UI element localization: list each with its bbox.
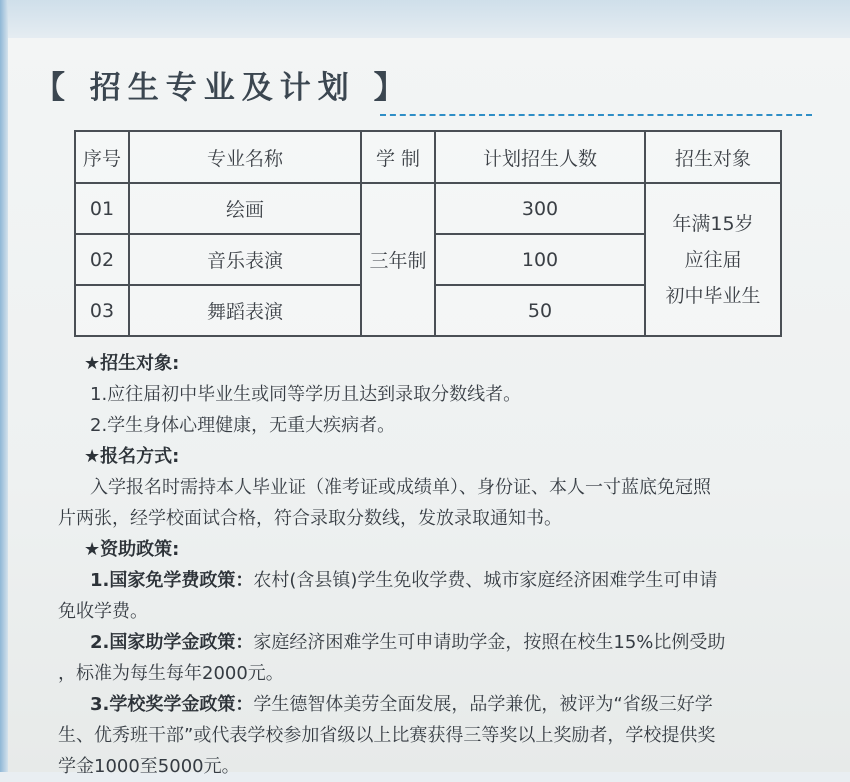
policy-3	[58, 689, 838, 720]
policy-title: 2.国家助学金政策：	[90, 632, 254, 653]
row-no: 01	[75, 183, 129, 234]
left-edge-strip	[0, 0, 8, 772]
policy-title: 1.国家免学费政策：	[90, 570, 254, 591]
target-cell	[645, 183, 781, 336]
policy-text: 生、优秀班干部”或代表学校参加省级以上比赛获得三等奖以上奖励者，学校提供奖	[58, 725, 716, 746]
row-count: 50	[435, 285, 645, 336]
row-count: 100	[435, 234, 645, 285]
policy-text: 免收学费。	[58, 601, 148, 622]
header-duration: 学 制	[361, 131, 435, 183]
row-major: 舞蹈表演	[129, 285, 361, 336]
policy-text: 农村(含县镇)学生免收学费、城市家庭经济困难学生可申请	[253, 570, 718, 591]
policy-1	[58, 565, 838, 596]
signup-heading: ★报名方式:	[84, 446, 180, 467]
top-background-band	[0, 0, 850, 40]
policy-2	[58, 627, 838, 658]
duration-cell: 三年制	[361, 183, 435, 336]
policy-title: 3.学校奖学金政策：	[90, 694, 254, 715]
target-line: 年满15岁	[672, 212, 754, 235]
signup-text: 片两张，经学校面试合格，符合录取分数线，发放录取通知书。	[58, 508, 562, 529]
row-no: 02	[75, 234, 129, 285]
aid-heading: ★资助政策:	[84, 539, 180, 560]
signup-text: 入学报名时需持本人毕业证（准考证或成绩单）、身份证、本人一寸蓝底免冠照	[90, 477, 711, 498]
policy-text: ，标准为每生每年2000元。	[58, 663, 284, 684]
table-row	[75, 183, 781, 234]
row-major: 绘画	[129, 183, 361, 234]
header-major: 专业名称	[129, 131, 361, 183]
row-major: 音乐表演	[129, 234, 361, 285]
policy-text: 学金1000至5000元。	[58, 756, 240, 777]
header-no: 序号	[75, 131, 129, 183]
table-header-row	[75, 131, 781, 183]
target-line: 初中毕业生	[665, 284, 761, 307]
target-item: 1.应往届初中毕业生或同等学历且达到录取分数线者。	[90, 384, 522, 405]
target-heading: ★招生对象:	[84, 353, 180, 374]
title-dashed-rule	[380, 114, 812, 116]
target-item: 2.学生身体心理健康，无重大疾病者。	[90, 415, 396, 436]
notes-section	[58, 348, 838, 782]
header-target: 招生对象	[645, 131, 781, 183]
enrollment-plan-table	[74, 130, 782, 337]
row-count: 300	[435, 183, 645, 234]
section-title: 【 招生专业及计划 】	[34, 70, 412, 106]
policy-text: 家庭经济困难学生可申请助学金，按照在校生15%比例受助	[253, 632, 726, 653]
target-line: 应往届	[684, 248, 742, 271]
policy-text: 学生德智体美劳全面发展，品学兼优，被评为“省级三好学	[253, 694, 713, 715]
header-plan-count: 计划招生人数	[435, 131, 645, 183]
row-no: 03	[75, 285, 129, 336]
